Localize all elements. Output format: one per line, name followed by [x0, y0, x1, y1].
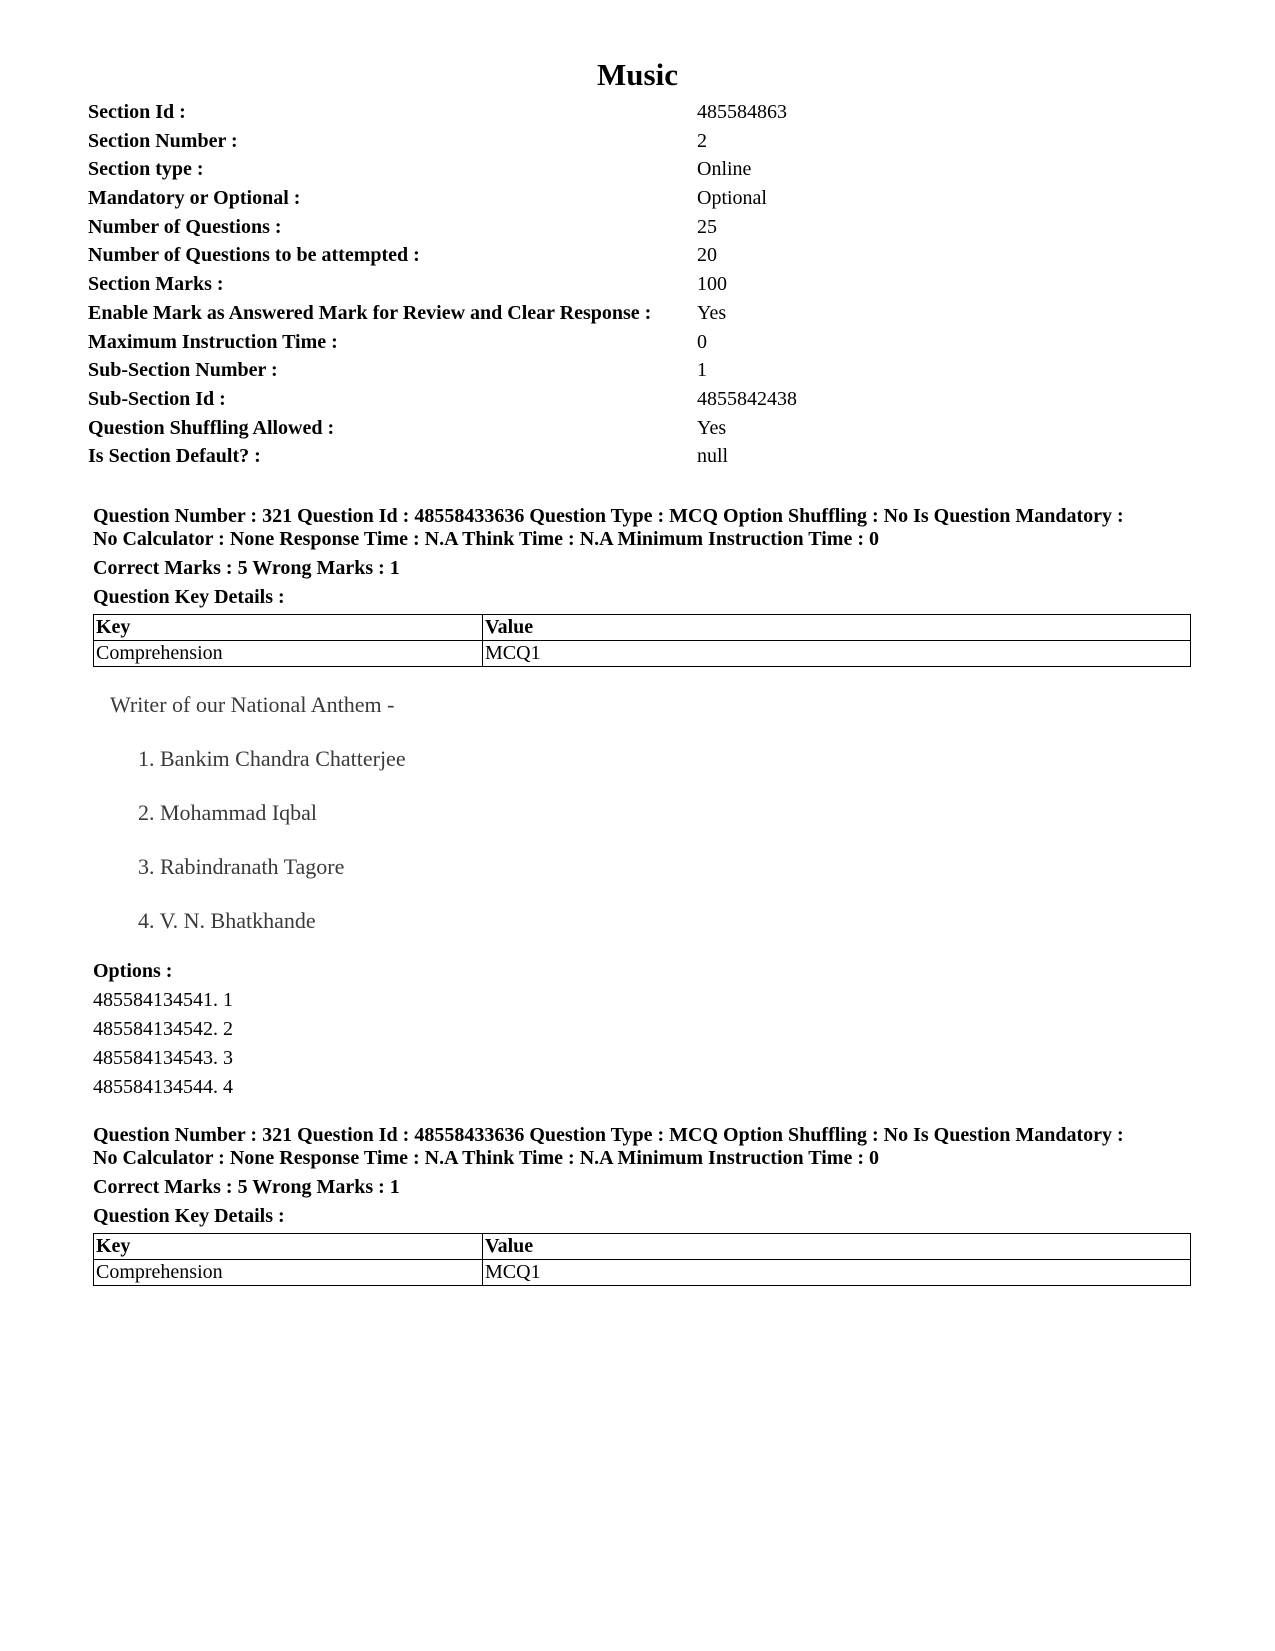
table-header-value: Value — [483, 615, 1191, 641]
info-label: Number of Questions : — [88, 215, 282, 238]
options-label: Options : — [93, 960, 173, 982]
key-details-table — [93, 1233, 1191, 1286]
info-value: 485584863 — [697, 101, 787, 123]
info-value: Online — [697, 158, 752, 181]
section-info-row — [88, 98, 1188, 127]
info-label: Section Number : — [88, 129, 238, 152]
info-label: Number of Questions to be attempted : — [88, 244, 420, 267]
info-value: 20 — [697, 244, 717, 267]
key-details-table — [93, 614, 1191, 667]
info-label: Mandatory or Optional : — [88, 187, 301, 210]
question-image — [110, 690, 406, 936]
question-choice: 2. Mohammad Iqbal — [138, 800, 318, 825]
section-info — [88, 98, 1188, 471]
table-cell-value: MCQ1 — [483, 641, 1191, 667]
section-info-row — [88, 241, 1188, 270]
info-value: 1 — [697, 359, 707, 382]
info-value: Yes — [697, 416, 727, 439]
question-stem: Writer of our National Anthem - — [110, 692, 395, 717]
section-info-row — [88, 184, 1188, 213]
table-header-row — [94, 1234, 1191, 1260]
info-value: Optional — [697, 187, 767, 210]
section-info-row — [88, 213, 1188, 242]
info-label: Question Shuffling Allowed : — [88, 416, 335, 439]
info-value: 100 — [697, 273, 727, 296]
section-info-row — [88, 155, 1188, 184]
page-title: Music — [597, 57, 678, 92]
table-row — [94, 1260, 1191, 1286]
table-row — [94, 641, 1191, 667]
info-value: 0 — [697, 330, 707, 353]
question-choice: 1. Bankim Chandra Chatterjee — [138, 746, 406, 771]
key-details-label: Question Key Details : — [93, 586, 285, 608]
section-info-row — [88, 414, 1188, 443]
section-info-row — [88, 385, 1188, 414]
option-item: 485584134543. 3 — [93, 1046, 233, 1069]
question-choice: 3. Rabindranath Tagore — [138, 854, 345, 879]
section-info-row — [88, 299, 1188, 328]
section-info-row — [88, 127, 1188, 156]
table-cell-key: Comprehension — [94, 641, 483, 667]
question-block — [93, 1124, 1193, 1286]
options-list — [93, 957, 233, 1102]
question-block — [93, 505, 1193, 667]
info-value: Yes — [697, 301, 727, 324]
info-value: null — [697, 445, 729, 468]
info-label: Sub-Section Number : — [88, 359, 278, 382]
info-label: Maximum Instruction Time : — [88, 330, 338, 353]
question-header-line-1: Question Number : 321 Question Id : 48558433636 Question Type : MCQ Option Shuffling : No Is Question Mandatory : — [93, 1124, 1124, 1146]
info-label: Is Section Default? : — [88, 445, 261, 468]
info-label: Section type : — [88, 158, 204, 181]
table-header-value: Value — [483, 1234, 1191, 1260]
table-cell-value: MCQ1 — [483, 1260, 1191, 1286]
question-choice: 4. V. N. Bhatkhande — [138, 908, 316, 933]
option-item: 485584134544. 4 — [93, 1075, 233, 1098]
section-info-row — [88, 270, 1188, 299]
question-marks: Correct Marks : 5 Wrong Marks : 1 — [93, 557, 400, 579]
table-header-key: Key — [94, 615, 483, 641]
info-label: Enable Mark as Answered Mark for Review and Clear Response : — [88, 301, 652, 324]
question-header-line-2: No Calculator : None Response Time : N.A Think Time : N.A Minimum Instruction Time : 0 — [93, 528, 879, 550]
option-item: 485584134542. 2 — [93, 1017, 233, 1040]
question-header-line-1: Question Number : 321 Question Id : 48558433636 Question Type : MCQ Option Shuffling : No Is Question Mandatory : — [93, 505, 1124, 527]
table-header-row — [94, 615, 1191, 641]
key-details-label: Question Key Details : — [93, 1205, 285, 1227]
info-label: Sub-Section Id : — [88, 387, 226, 410]
table-header-key: Key — [94, 1234, 483, 1260]
info-label: Section Marks : — [88, 273, 224, 296]
info-value: 4855842438 — [697, 387, 797, 410]
section-info-row — [88, 442, 1188, 471]
section-info-row — [88, 356, 1188, 385]
info-value: 2 — [697, 129, 707, 152]
table-cell-key: Comprehension — [94, 1260, 483, 1286]
option-item: 485584134541. 1 — [93, 988, 233, 1011]
section-info-row — [88, 328, 1188, 357]
question-header-line-2: No Calculator : None Response Time : N.A Think Time : N.A Minimum Instruction Time : 0 — [93, 1147, 879, 1169]
info-value: 25 — [697, 215, 717, 238]
info-label: Section Id : — [88, 101, 186, 123]
question-marks: Correct Marks : 5 Wrong Marks : 1 — [93, 1176, 400, 1198]
